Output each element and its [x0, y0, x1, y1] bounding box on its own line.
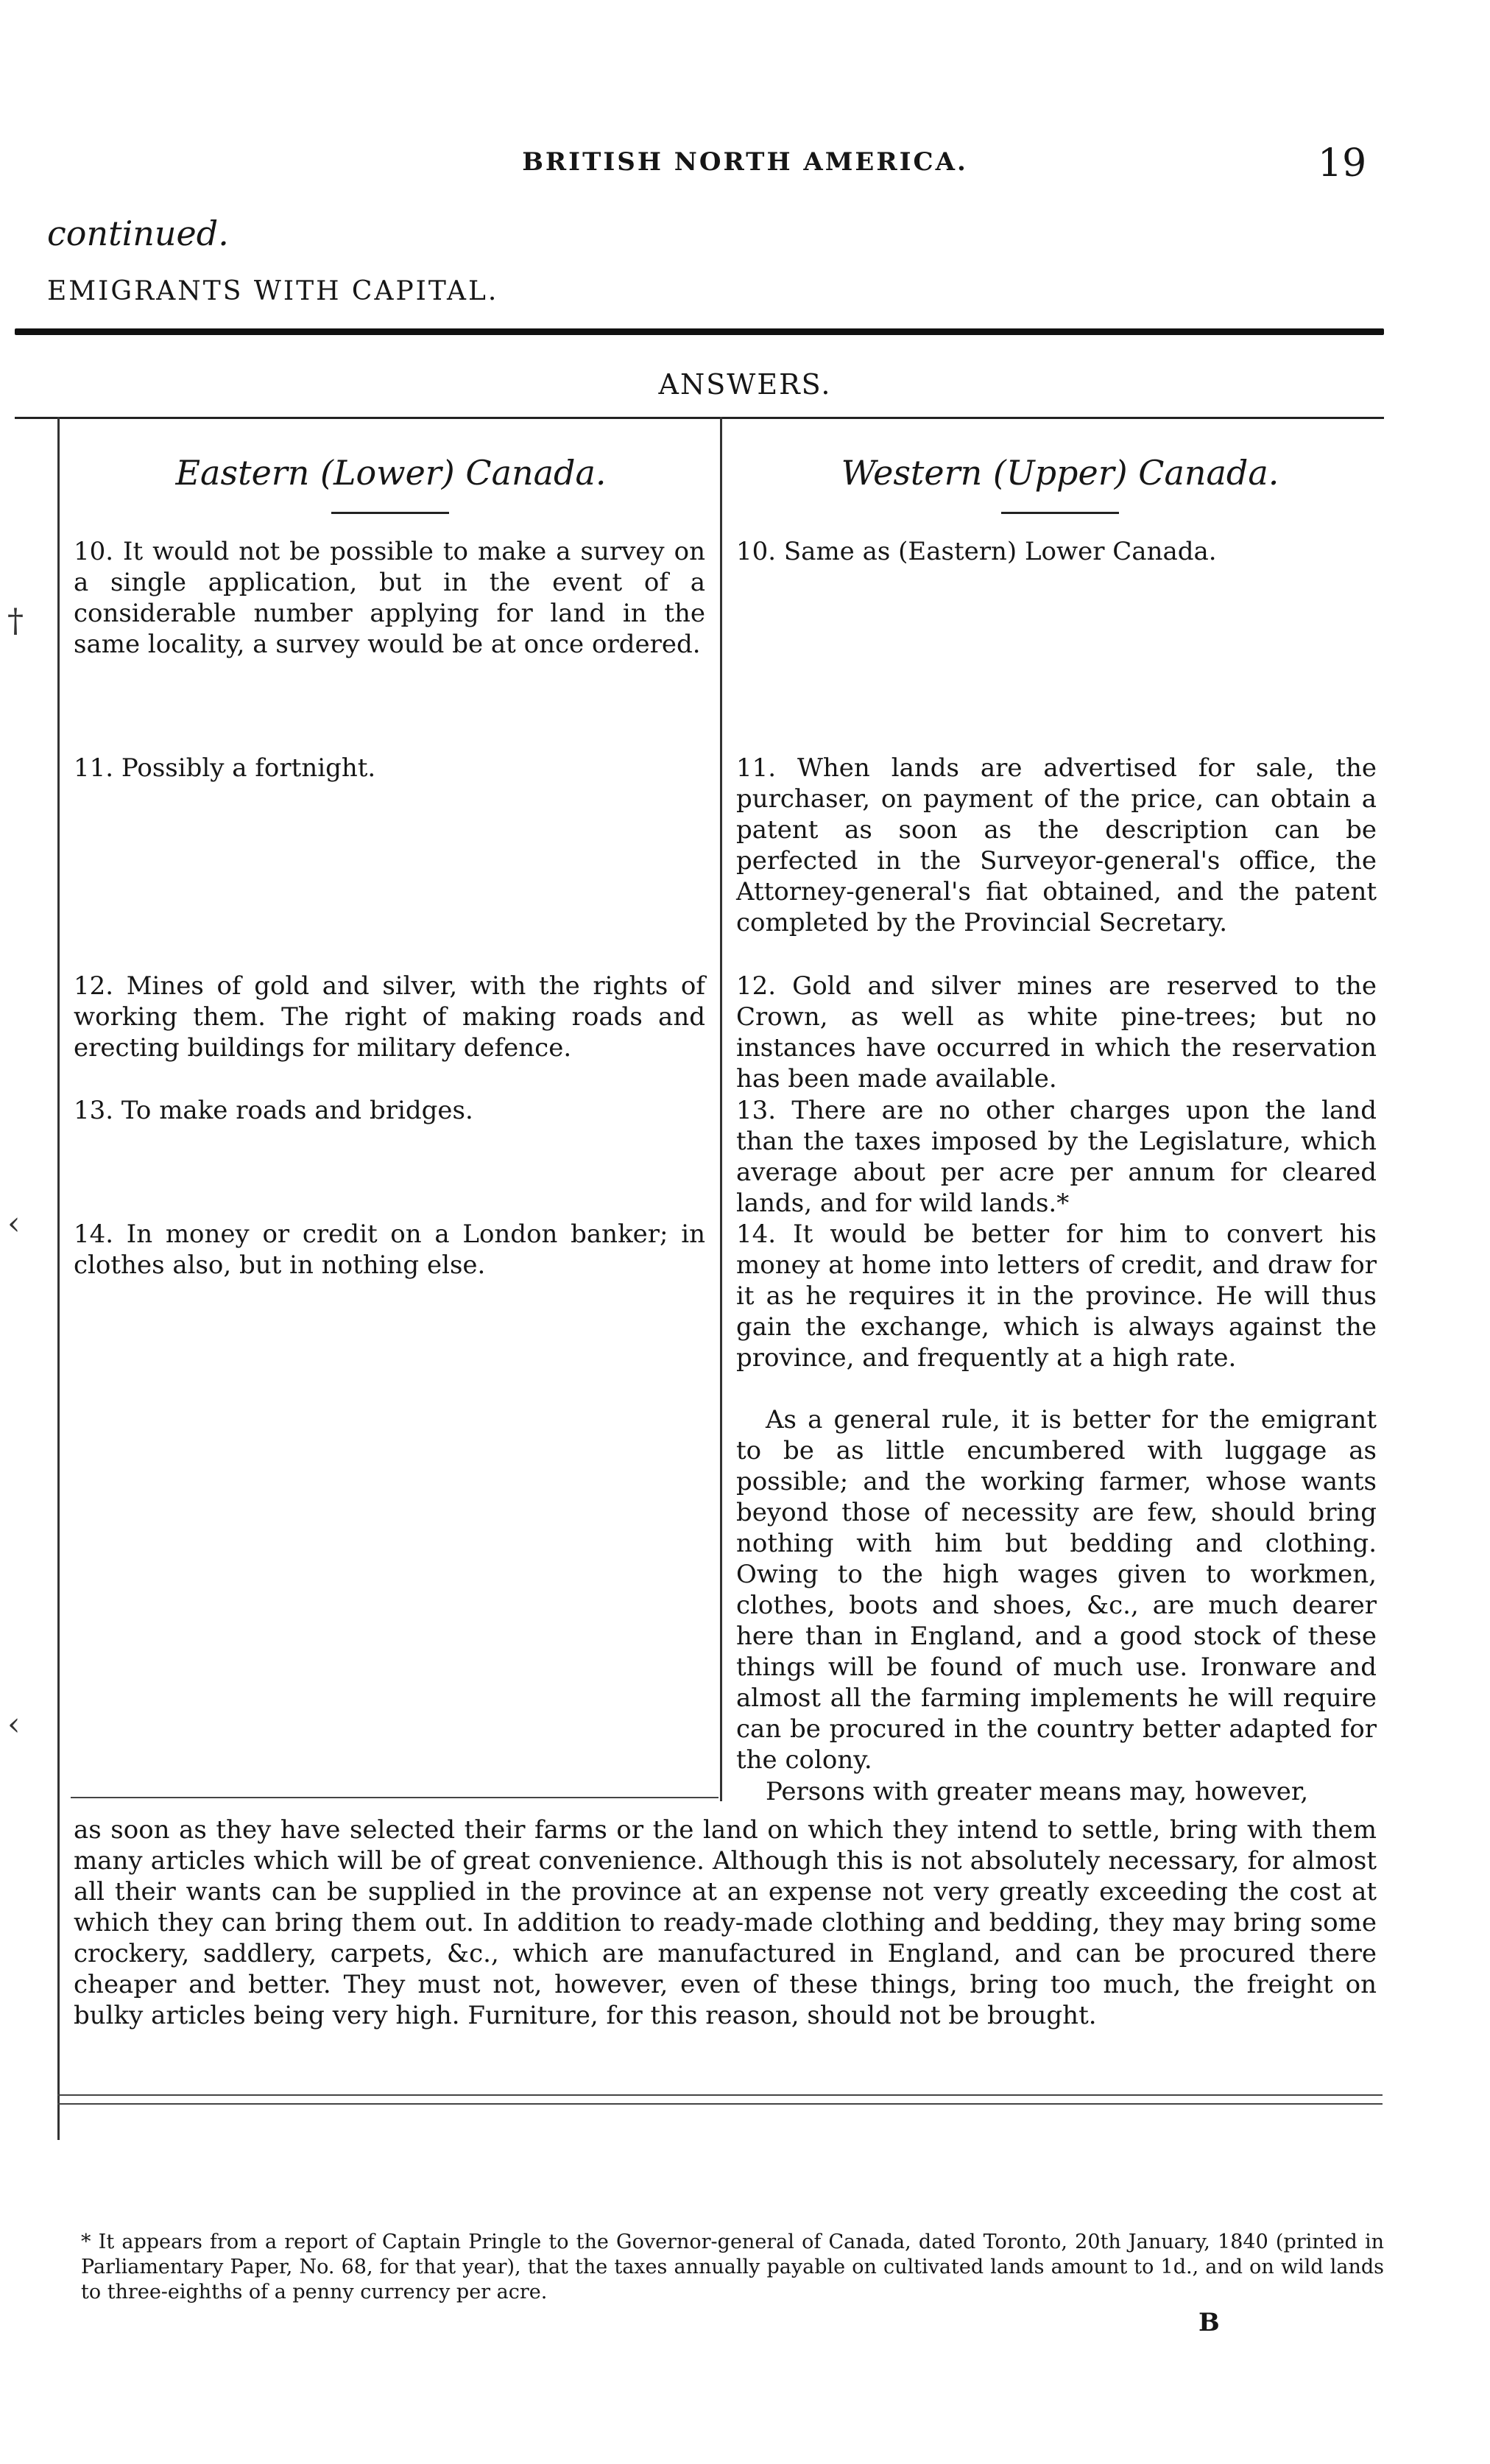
section-subheading: EMIGRANTS WITH CAPITAL. — [47, 276, 499, 306]
table-bottom-rule — [57, 2094, 1383, 2096]
answer-eastern-14: 14. In money or credit on a London banker; in clothes also, but in nothing else. — [74, 1219, 705, 1280]
answer-eastern-13: 13. To make roads and bridges. — [74, 1096, 473, 1125]
column-title-rule — [331, 512, 449, 514]
footnote: * It appears from a report of Captain Pringle to the Governor-general of Canada, dated Toronto, 20th January, 1840 (printed in Parliamentary Paper, No. 68, for that year), that the taxes annually payable on cultivated lands amount to 1d., and on wild lands to three-eighths of a penny currency per acre. — [81, 2231, 1384, 2303]
answer-western-14: 14. It would be better for him to convert his money at home into letters of credit, and draw for it as he requires it in the province. He will thus gain the exchange, which is always against the province, and frequently at a high rate. — [736, 1219, 1377, 1373]
answer-eastern-11: 11. Possibly a fortnight. — [74, 753, 376, 783]
column-title-eastern: Eastern (Lower) Canada. — [175, 453, 607, 493]
answers-heading: ANSWERS. — [658, 368, 832, 401]
answer-western-14-persons: Persons with greater means may, however, — [766, 1777, 1309, 1806]
answer-western-10: 10. Same as (Eastern) Lower Canada. — [736, 537, 1217, 566]
margin-mark: † — [7, 602, 24, 640]
table-top-rule — [15, 417, 1384, 419]
margin-mark: ‹ — [7, 1706, 21, 1743]
signature-mark: B — [1198, 2308, 1220, 2337]
answer-western-11: 11. When lands are advertised for sale, the purchaser, on payment of the price, can obtain a patent as soon as the description can be perfected in the Surveyor-general's office, the Attorney-general's fiat obtained, and the patent completed by the Provincial Secretary. — [736, 753, 1377, 937]
column-title-western: Western (Upper) Canada. — [841, 453, 1279, 493]
answer-western-14-general-rule: As a general rule, it is better for the emigrant to be as little encumbered with luggage as possible; and the working farmer, whose wants beyond those of necessity are few, should bring nothing with him but bedding and clothing. Owing to the high wages given to workmen, clothes, boots and shoes, &c., are much dearer here than in England, and a good stock of these things will be found of much use. Ironware and almost all the farming implements he will require can be procured in the country better adapted for the colony. — [736, 1405, 1377, 1775]
table-left-rule — [57, 417, 60, 2140]
continuation-paragraph: as soon as they have selected their farms or the land on which they intend to settle, bring with them many articles which will be of great convenience. Although this is not absolutely necessary, for almost all their wants can be supplied in the province at an expense not very greatly exceeding the cost at which they can bring them out. In addition to ready-made clothing and bedding, they may bring some crockery, saddlery, carpets, &c., which are manufactured in England, and can be procured there cheaper and better. They must not, however, even of these things, bring too much, the freight on bulky articles being very high. Furniture, for this reason, should not be brought. — [74, 1815, 1377, 2030]
answer-western-13: 13. There are no other charges upon the land than the taxes imposed by the Legislature, which average about per acre per annum for cleared lands, and for wild lands.* — [736, 1096, 1377, 1218]
column-divider — [720, 417, 722, 1801]
page-number: 19 — [1318, 141, 1367, 186]
answer-eastern-12: 12. Mines of gold and silver, with the rights of working them. The right of making roads and erecting buildings for military defence. — [74, 971, 705, 1063]
heading-rule — [15, 328, 1384, 335]
margin-mark: ‹ — [7, 1205, 21, 1242]
answer-eastern-10: 10. It would not be possible to make a survey on a single application, but in the event of a considerable number applying for land in the same locality, a survey would be at once ordered. — [74, 537, 705, 659]
continued-label: continued. — [47, 214, 229, 253]
answer-western-12: 12. Gold and silver mines are reserved to the Crown, as well as white pine-trees; but no instances have occurred in which the reservation has been made available. — [736, 971, 1377, 1094]
running-head: BRITISH NORTH AMERICA. — [522, 147, 968, 177]
column-title-rule — [1001, 512, 1119, 514]
column-end-rule — [71, 1797, 718, 1798]
table-bottom-rule — [57, 2103, 1383, 2105]
